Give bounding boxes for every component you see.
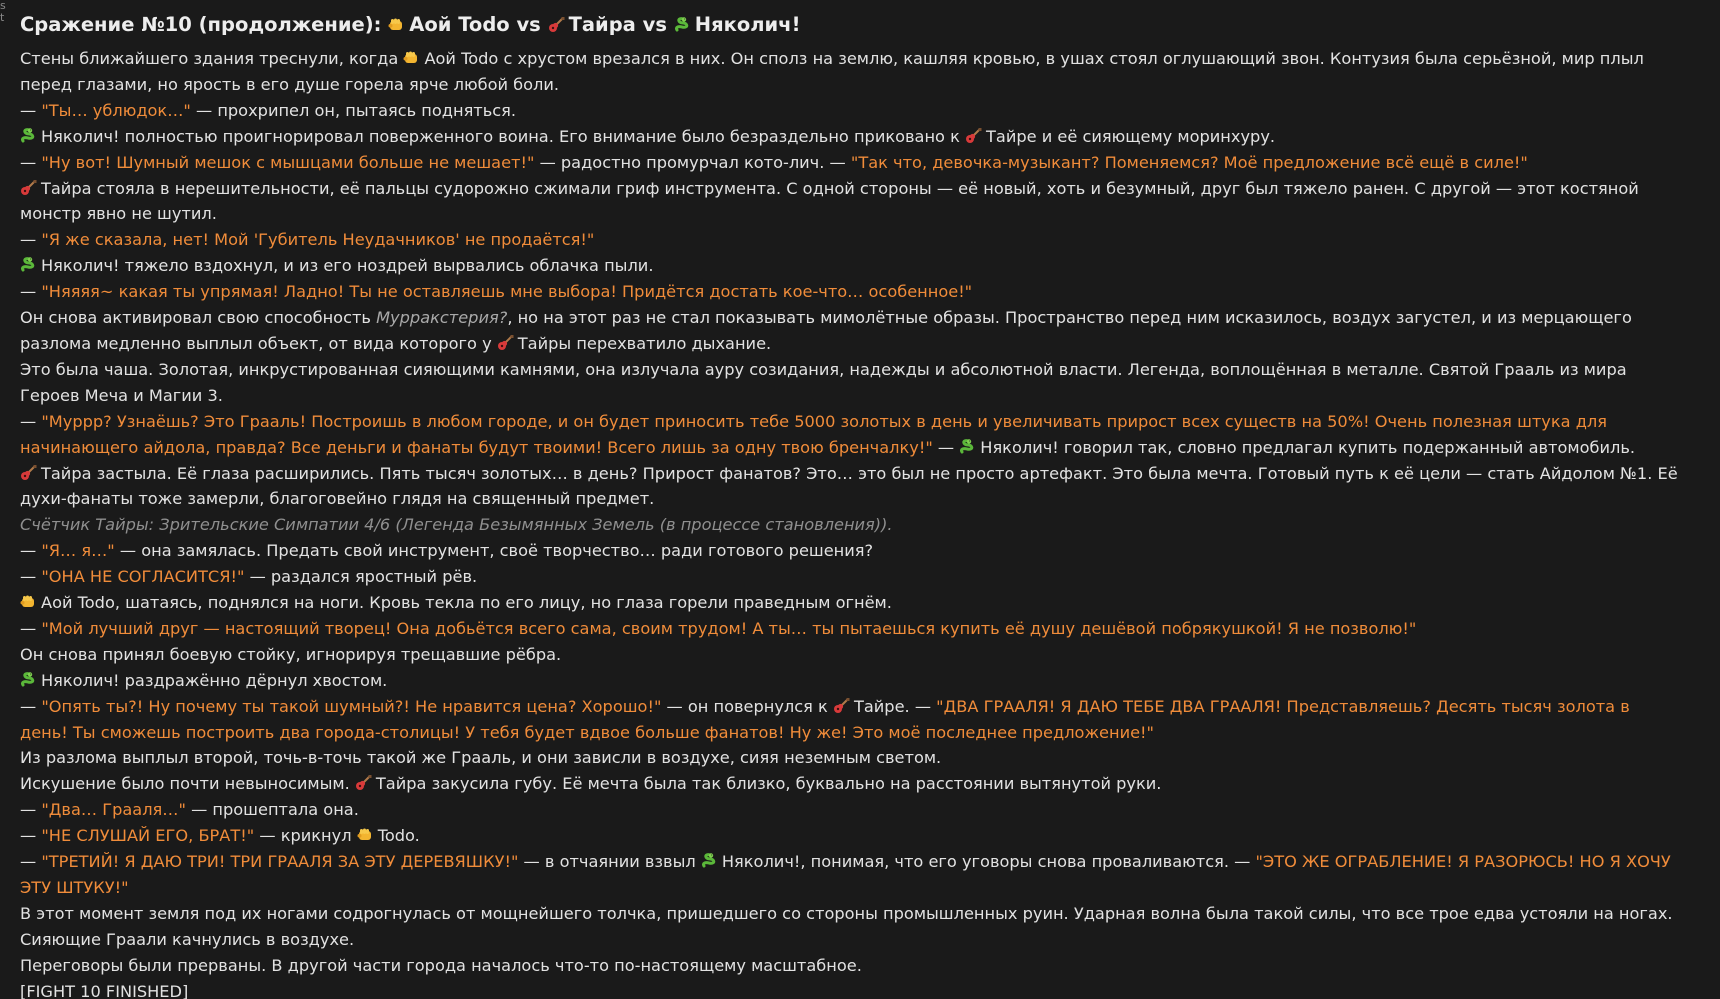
guitar-icon — [20, 465, 37, 481]
text: — — [20, 826, 42, 846]
battle-title — [20, 10, 1680, 40]
dialogue: "Так что, девочка-музыкант? Поменяемся? Моё предложение всё ещё в силе!" — [850, 152, 1528, 172]
text: — — [20, 411, 42, 431]
guitar-icon — [497, 335, 514, 351]
text: Тайра закусила губу. Её мечта была так близко, буквально на расстоянии вытянутой руки. — [375, 774, 1162, 794]
text: [FIGHT 10 FINISHED] — [20, 981, 189, 999]
text: Аой Todo с хрустом врезался в них. Он сполз на землю, кашляя кровью, в ушах стоял оглушающий звон. Контузия была серьёзной, мир плыл перед глазами, но ярость в его душе горела ярче любой боли. — [20, 49, 1644, 94]
paragraph-21 — [20, 745, 1680, 771]
text: Тайры перехватило дыхание. — [517, 333, 772, 353]
snake-icon — [20, 672, 37, 688]
text: — — [20, 696, 42, 716]
text: — — [20, 152, 42, 172]
snake-icon — [20, 128, 37, 144]
title-prefix: Сражение №10 (продолжение): — [20, 13, 382, 36]
text: — — [20, 618, 42, 638]
title-name-todo: Аой Todo — [409, 13, 510, 36]
dialogue: "ЭТО ЖЕ ОГРАБЛЕНИЕ! Я РАЗОРЮСЬ! НО Я ХОЧУ ЭТУ ШТУКУ!" — [20, 852, 1671, 897]
edge-glyph: s t — [0, 0, 6, 24]
paragraph-26 — [20, 901, 1680, 953]
text: Из разлома выплыл второй, точь-в-точь такой же Грааль, и они зависли в воздухе, сияя неземным светом. — [20, 748, 942, 768]
text: — в отчаянии взвыл — [518, 852, 701, 872]
dialogue: "НЕ СЛУШАЙ ЕГО, БРАТ!" — [41, 826, 255, 846]
text: Это была чаша. Золотая, инкрустированная сияющими камнями, она излучала ауру созидания, надежды и абсолютной власти. Легенда, воплощённая в металле. Святой Грааль из мира Героев Меча и Магии 3. — [20, 359, 1627, 405]
paragraph-24 — [20, 823, 1680, 849]
paragraph-16 — [20, 590, 1680, 616]
fist-icon — [20, 594, 37, 610]
fist-icon — [403, 50, 420, 66]
status-counter — [20, 512, 1680, 538]
dialogue: "Муррр? Узнаёшь? Это Грааль! Построишь в любом городе, и он будет приносить тебе 5000 золотых в день и увеличивать прирост всех существ на 50%! Очень полезная штука для начинающего айдола, правда? Все деньги и фанаты будут твоими! Всего лишь за одну твою бренчалку!" — [20, 411, 1608, 457]
paragraph-10 — [20, 357, 1680, 409]
paragraph-18 — [20, 642, 1680, 668]
guitar-icon — [548, 17, 565, 33]
title-name-taira: Тайра — [568, 13, 636, 36]
text: Переговоры были прерваны. В другой части города началось что-то по-настоящему масштабное. — [20, 955, 862, 975]
paragraph-17 — [20, 616, 1680, 642]
paragraph-12 — [20, 461, 1680, 513]
text: — прошептала она. — [185, 800, 359, 820]
guitar-icon — [20, 180, 37, 196]
text: Тайре и её сияющему моринхуру. — [986, 126, 1276, 146]
text: Искушение было почти невыносимым. — [20, 774, 355, 794]
text: — — [20, 567, 42, 587]
guitar-icon — [355, 775, 372, 791]
dialogue: "ДВА ГРААЛЯ! Я ДАЮ ТЕБЕ ДВА ГРААЛЯ! Представляешь? Десять тысяч золота в день! Ты сможешь построить два города-столицы! У тебя будет вдвое больше фанатов! Ну же! Это моё последнее предложение!" — [20, 696, 1630, 742]
title-vs-1: vs — [516, 13, 541, 36]
paragraph-19 — [20, 668, 1680, 694]
dialogue: "Ты… ублюдок…" — [41, 100, 191, 120]
text: — — [20, 230, 42, 250]
snake-icon — [959, 439, 976, 455]
fist-icon — [388, 17, 405, 33]
paragraph-6 — [20, 227, 1680, 253]
paragraph-27 — [20, 953, 1680, 979]
paragraph-2 — [20, 98, 1680, 124]
text: Няколич! тяжело вздохнул, и из его ноздрей вырвались облачка пыли. — [41, 256, 654, 276]
text: Тайра застыла. Её глаза расширились. Пять тысяч золотых… в день? Прирост фанатов? Это… это был не просто артефакт. Это была мечта. Готовый путь к её цели — стать Айдолом №1. Её духи-фанаты тоже замерли, благоговейно глядя на священный предмет. — [20, 463, 1678, 509]
dialogue: "Я же сказала, нет! Мой 'Губитель Неудачников' не продаётся!" — [41, 230, 595, 250]
snake-icon — [674, 17, 691, 33]
text: Он снова принял боевую стойку, игнорируя трещавшие рёбра. — [20, 644, 562, 664]
dialogue: "ТРЕТИЙ! Я ДАЮ ТРИ! ТРИ ГРААЛЯ ЗА ЭТУ ДЕРЕВЯШКУ!" — [41, 852, 519, 872]
story-content — [20, 10, 1680, 999]
paragraph-4 — [20, 150, 1680, 176]
text: Аой Todo, шатаясь, поднялся на ноги. Кровь текла по его лицу, но глаза горели праведным огнём. — [41, 593, 892, 613]
text: В этот момент земля под их ногами содрогнулась от мощнейшего толчка, пришедшего со стороны промышленных руин. Ударная волна была такой силы, что все трое едва устояли на ногах. Сияющие Граали качнулись в воздухе. — [20, 903, 1673, 949]
guitar-icon — [965, 128, 982, 144]
dialogue: "Мой лучший друг — настоящий творец! Она добьётся всего сама, своим трудом! А ты… ты пытаешься купить её душу дешёвой побрякушкой! Я не позволю!" — [41, 618, 1417, 638]
paragraph-25 — [20, 849, 1680, 901]
paragraph-15 — [20, 564, 1680, 590]
text: Няколич! говорил так, словно предлагал купить подержанный автомобиль. — [980, 437, 1636, 457]
text: Стены ближайшего здания треснули, когда — [20, 49, 404, 68]
text: — — [20, 541, 42, 561]
text: Он снова активировал свою способность — [20, 308, 377, 328]
paragraph-1 — [20, 46, 1680, 98]
snake-icon — [20, 257, 37, 273]
text: — — [20, 800, 42, 820]
text: — — [20, 852, 42, 872]
guitar-icon — [833, 698, 850, 714]
text: — — [932, 437, 960, 457]
dialogue: "Два… Грааля…" — [41, 800, 186, 820]
paragraph-22 — [20, 771, 1680, 797]
title-name-nyakolich: Няколич! — [694, 13, 801, 36]
dialogue: "Опять ты?! Ну почему ты такой шумный?! Не нравится цена? Хорошо!" — [41, 696, 662, 716]
text: , но на этот раз не стал показывать мимолётные образы. Пространство перед ним исказилось, воздух загустел, и из мерцающего разлома медленно выплыл объект, от вида которого у — [20, 308, 1632, 353]
paragraph-8 — [20, 279, 1680, 305]
text: — — [20, 100, 42, 120]
text: — раздался яростный рёв. — [244, 567, 478, 587]
paragraph-14 — [20, 538, 1680, 564]
text: Todo. — [377, 826, 420, 846]
paragraph-11 — [20, 409, 1680, 461]
paragraph-3 — [20, 124, 1680, 150]
text: — крикнул — [254, 826, 357, 846]
text: — радостно промурчал кото-лич. — — [534, 152, 851, 172]
text: — — [20, 282, 42, 302]
text: Няколич!, понимая, что его уговоры снова проваливаются. — — [721, 852, 1256, 872]
text: — прохрипел он, пытаясь подняться. — [190, 100, 517, 120]
dialogue: "Няяяя~ какая ты упрямая! Ладно! Ты не оставляешь мне выбора! Придётся достать кое-что… особенное!" — [41, 282, 973, 302]
paragraph-9 — [20, 305, 1680, 357]
paragraph-23 — [20, 797, 1680, 823]
ability-name: Мурракстерия? — [376, 308, 508, 328]
text: Няколич! полностью проигнорировал поверженного воина. Его внимание было безраздельно приковано к — [41, 126, 966, 146]
text: — он повернулся к — [661, 696, 833, 716]
dialogue: "Я… я…" — [41, 541, 115, 561]
paragraph-7 — [20, 253, 1680, 279]
text: Счётчик Тайры: Зрительские Симпатии 4/6 (Легенда Безымянных Земель (в процессе становления)). — [20, 515, 893, 535]
dialogue: "Ну вот! Шумный мешок с мышцами больше не мешает!" — [41, 152, 535, 172]
fight-finished-marker — [20, 979, 1680, 999]
title-vs-2: vs — [642, 13, 667, 36]
text: Тайре. — — [853, 696, 937, 716]
text: Тайра стояла в нерешительности, её пальцы судорожно сжимали гриф инструмента. С одной стороны — её новый, хоть и безумный, друг был тяжело ранен. С другой — этот костяной монстр явно не шутил. — [20, 178, 1639, 224]
text: — она замялась. Предать свой инструмент, своё творчество… ради готового решения? — [114, 541, 874, 561]
paragraph-5 — [20, 176, 1680, 228]
text: Няколич! раздражённо дёрнул хвостом. — [41, 670, 388, 690]
fist-icon — [357, 827, 374, 843]
paragraph-20 — [20, 694, 1680, 746]
dialogue: "ОНА НЕ СОГЛАСИТСЯ!" — [41, 567, 245, 587]
snake-icon — [701, 853, 718, 869]
